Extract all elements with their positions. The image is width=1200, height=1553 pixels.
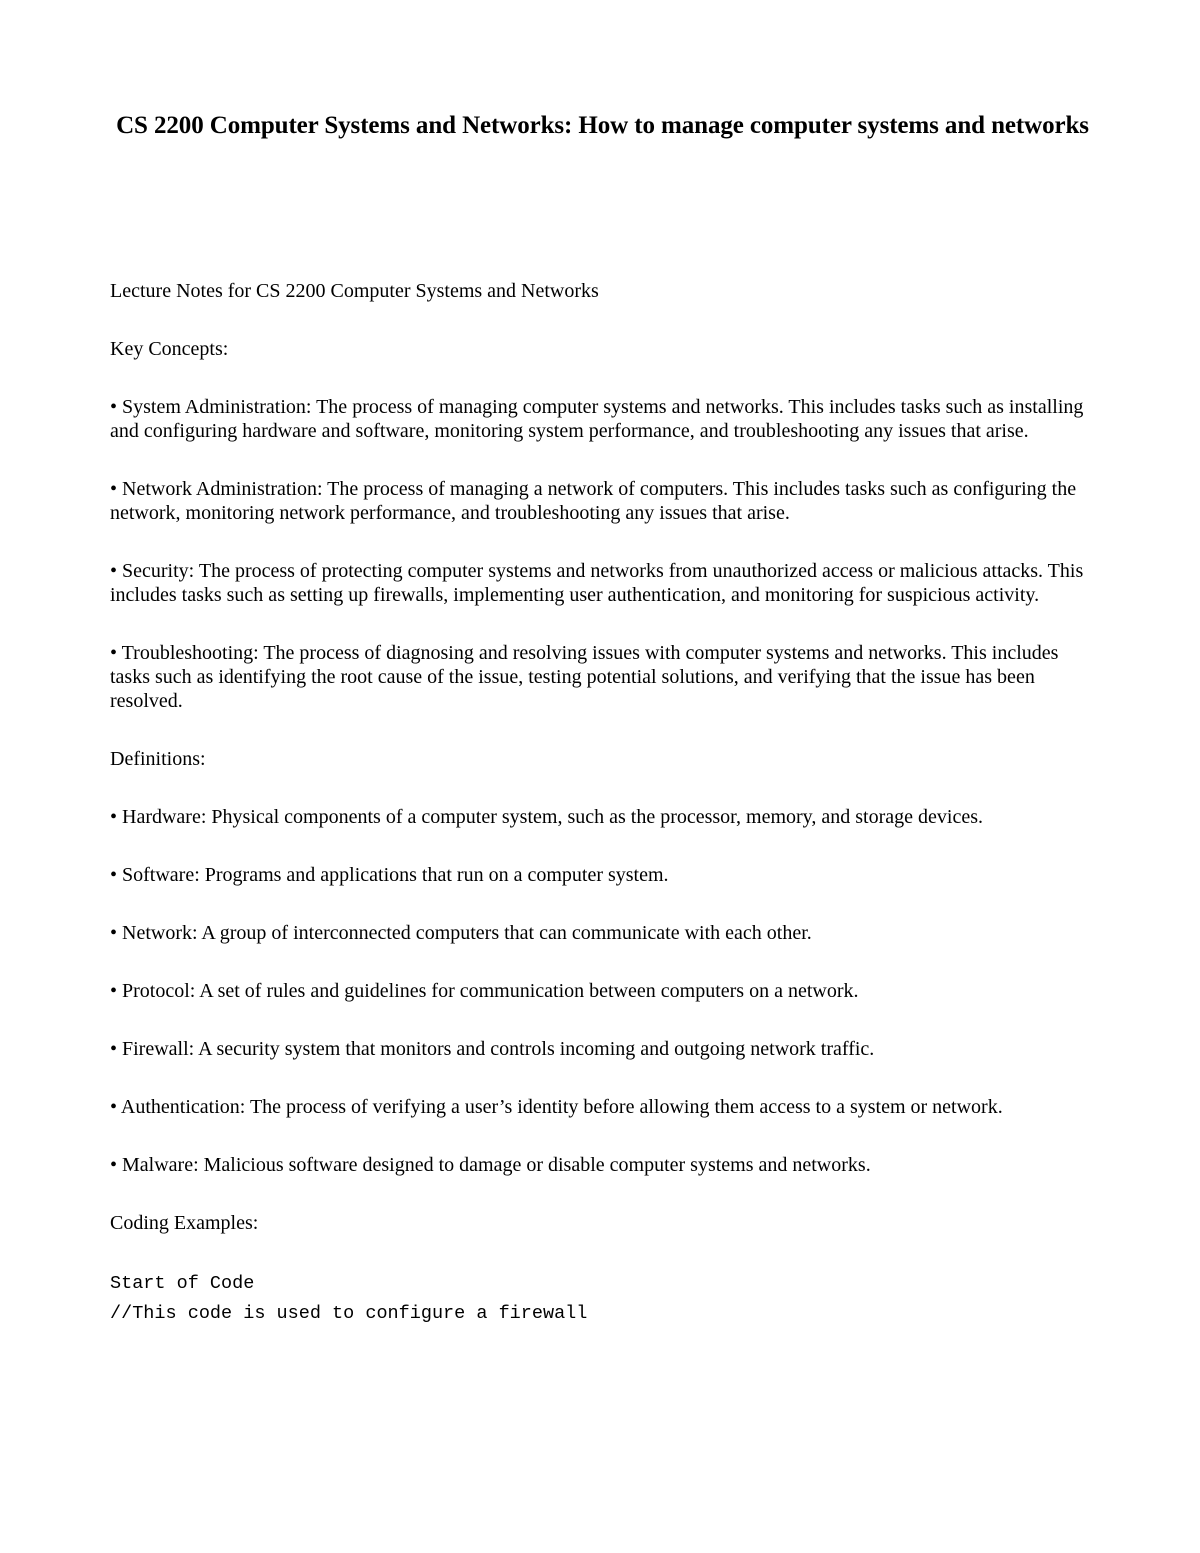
definition-malware: • Malware: Malicious software designed to damage or disable computer systems and networks.: [110, 1154, 871, 1176]
coding-examples-heading: Coding Examples:: [110, 1212, 259, 1234]
definition-protocol: • Protocol: A set of rules and guidelines for communication between computers on a network.: [110, 980, 859, 1002]
definitions-heading: Definitions:: [110, 748, 206, 770]
key-concept-security: • Security: The process of protecting computer systems and networks from unauthorized access or malicious attacks. This includes tasks such as setting up firewalls, implementing user authentication, and monitoring for suspicious activity.: [110, 560, 1084, 606]
definition-firewall: • Firewall: A security system that monitors and controls incoming and outgoing network traffic.: [110, 1038, 875, 1060]
document-title: CS 2200 Computer Systems and Networks: How to manage computer systems and networks: [116, 112, 1089, 139]
document-page: [110, 112, 1095, 1329]
definitions-list: [110, 805, 1095, 1177]
code-block: [110, 1269, 1095, 1329]
key-concept-system-administration: • System Administration: The process of managing computer systems and networks. This includes tasks such as installing and configuring hardware and software, monitoring system performance, and troubleshooting any issues that arise.: [110, 396, 1084, 442]
definition-software: • Software: Programs and applications that run on a computer system.: [110, 864, 669, 886]
key-concept-network-administration: • Network Administration: The process of managing a network of computers. This includes tasks such as configuring the network, monitoring network performance, and troubleshooting any issues that arise.: [110, 478, 1077, 524]
definition-network: • Network: A group of interconnected computers that can communicate with each other.: [110, 922, 812, 944]
definition-authentication: • Authentication: The process of verifying a user’s identity before allowing them access to a system or network.: [110, 1096, 1003, 1118]
definition-hardware: • Hardware: Physical components of a computer system, such as the processor, memory, and storage devices.: [110, 806, 983, 828]
key-concept-troubleshooting: • Troubleshooting: The process of diagnosing and resolving issues with computer systems and networks. This includes tasks such as identifying the root cause of the issue, testing potential solutions, and verifying that the issue has been resolved.: [110, 642, 1059, 712]
key-concepts-list: [110, 395, 1095, 713]
lecture-subtitle: Lecture Notes for CS 2200 Computer Systems and Networks: [110, 280, 599, 302]
code-line-comment: //This code is used to configure a firewall: [110, 1303, 588, 1324]
key-concepts-heading: Key Concepts:: [110, 338, 229, 360]
code-line-start: Start of Code: [110, 1273, 255, 1294]
